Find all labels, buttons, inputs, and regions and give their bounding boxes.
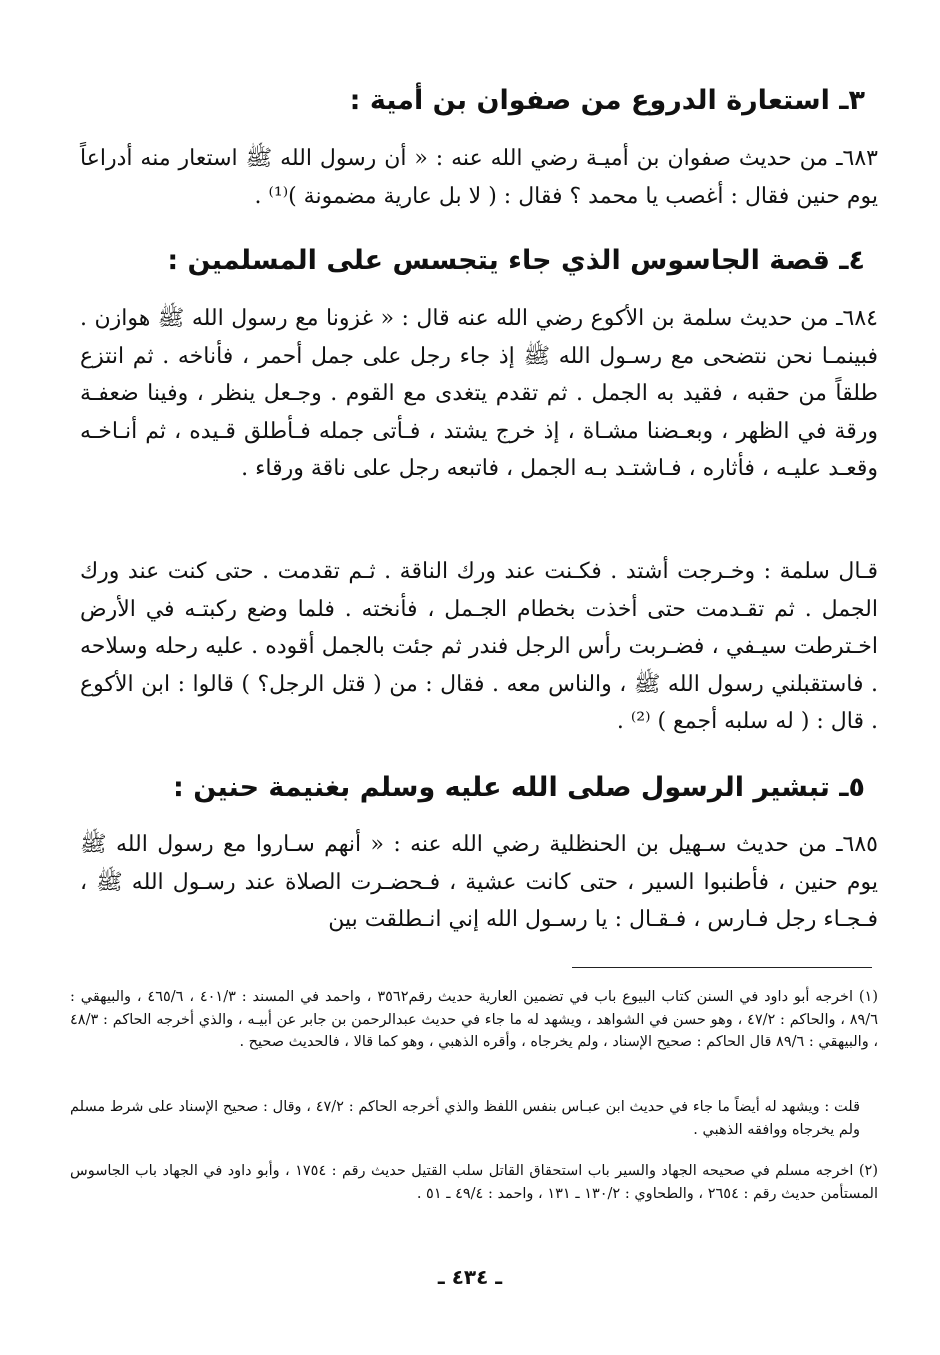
footnote-1 [70, 986, 878, 1054]
footnote-2 [70, 1160, 878, 1205]
hadith-685 [80, 826, 878, 939]
hadith-683 [80, 140, 878, 215]
footnote-separator [572, 967, 872, 968]
section-heading-5: ٥ـ تبشير الرسول صلى الله عليه وسلم بغنيمة حنين : [173, 772, 865, 803]
footnote-2-text: (٢) اخرجه مسلم في صحيحه الجهاد والسير باب استحقاق القاتل سلب القتيل حديث رقم : ١٧٥٤ ، وأبو داود في الجهاد باب الجاسوس المستأمن حديث رقم : ٢٦٥٤ ، والطحاوي : ١٣٠/٢ ـ ١٣١ ، واحمد : ٤٩/٤ ـ ٥١ . [70, 1163, 878, 1202]
section-heading-4: ٤ـ قصة الجاسوس الذي جاء يتجسس على المسلمين : [167, 245, 865, 276]
hadith-683-text: ٦٨٣ـ من حديث صفوان بن أميـة رضي الله عنه : « أن رسول الله ﷺ استعار منه أدراعاً يوم حنين فقال : أغصب يا محمد ؟ فقال : ( لا بل عارية مضمونة )⁽¹⁾ . [80, 146, 878, 209]
footnote-1-text: (١) اخرجه أبو داود في السنن كتاب البيوع باب في تضمين العارية حديث رقم٣٥٦٢ ، واحمد في المسند : ٤٠١/٣ ، ٤٦٥/٦ ، والبيهقي : ٨٩/٦ ، والحاكم : ٤٧/٢ ، وهو حسن في الشواهد ، ويشهد له ما جاء في حديث عبدالرحمن بن جابر عن أبيـه ، والذي أخرجه الحاكم : ٤٨/٣ ، والبيهقي : ٨٩/٦ قال الحاكم : صحيح الإسناد ، ولم يخرجاه ، وأقره الذهبي ، وهو كما قالا ، فالحديث صحيح . [70, 989, 879, 1050]
footnote-1-note [70, 1096, 860, 1141]
hadith-684-continued-text: قـال سلمة : وخـرجت أشتد . فكـنت عند ورك الناقة . ثـم تقدمت . حتى كنت عند ورك الجمل . ثم تقـدمت حتى أخذت بخطام الجـمل ، فأنخته . فلما وضع ركبتـه في الأرض اخـترطت سيـفي ، فضـربت رأس الرجل فندر ثم جئت بالجمل أقوده . عليه رحله وسلاحه . فاستقبلني رسول الله ﷺ ، والناس معه . فقال : من ( قتل الرجل؟ ) قالوا : ابن الأكوع . قال : ( له سلبه أجمع ) ⁽²⁾ . [80, 559, 878, 734]
hadith-684-text: ٦٨٤ـ من حديث سلمة بن الأكوع رضي الله عنه قال : « غزونا مع رسول الله ﷺ هوازن . فبينمـا نحن نتضحى مع رسـول الله ﷺ إذ جاء رجل على جمل أحمر ، فأناخه . ثم انتزع طلقاً من حقبه ، فقيد به الجمل . ثم تقدم يتغدى مع القوم . وجـعل ينظر ، وفينا ضعفـة ورقة في الظهر ، وبعـضنا مشـاة ، إذ خرج يشتد ، فـأتى جمله فـأطلق قـيده ، ثم أنـاخـه وقعـد عليـه ، فأثاره ، فـاشتـد بـه الجمل ، فاتبعه رجل على ناقة ورقاء . [80, 306, 878, 481]
hadith-684-continued [80, 553, 878, 741]
page-number: ـ ٤٣٤ ـ [437, 1265, 503, 1289]
hadith-685-text: ٦٨٥ـ من حديث سـهيل بن الحنظلية رضي الله عنه : « أنهم سـاروا مع رسول الله ﷺ يوم حنين ، فأطنبوا السير ، حتى كانت عشية ، فـحضـرت الصلاة عند رسـول الله ﷺ ، فـجـاء رجل فـارس ، فـقـال : يا رسـول الله إني انـطلقت بين [80, 832, 878, 932]
section-heading-3: ٣ـ استعارة الدروع من صفوان بن أمية : [349, 85, 865, 116]
hadith-684 [80, 300, 878, 488]
footnote-1-note-text: قلت : ويشهد له أيضاً ما جاء في حديث ابن عبـاس بنفس اللفظ والذي أخرجه الحاكم : ٤٧/٢ ، وقال : صحيح الإسناد على شرط مسلم ولم يخرجاه ووافقه الذهبي . [70, 1099, 860, 1138]
